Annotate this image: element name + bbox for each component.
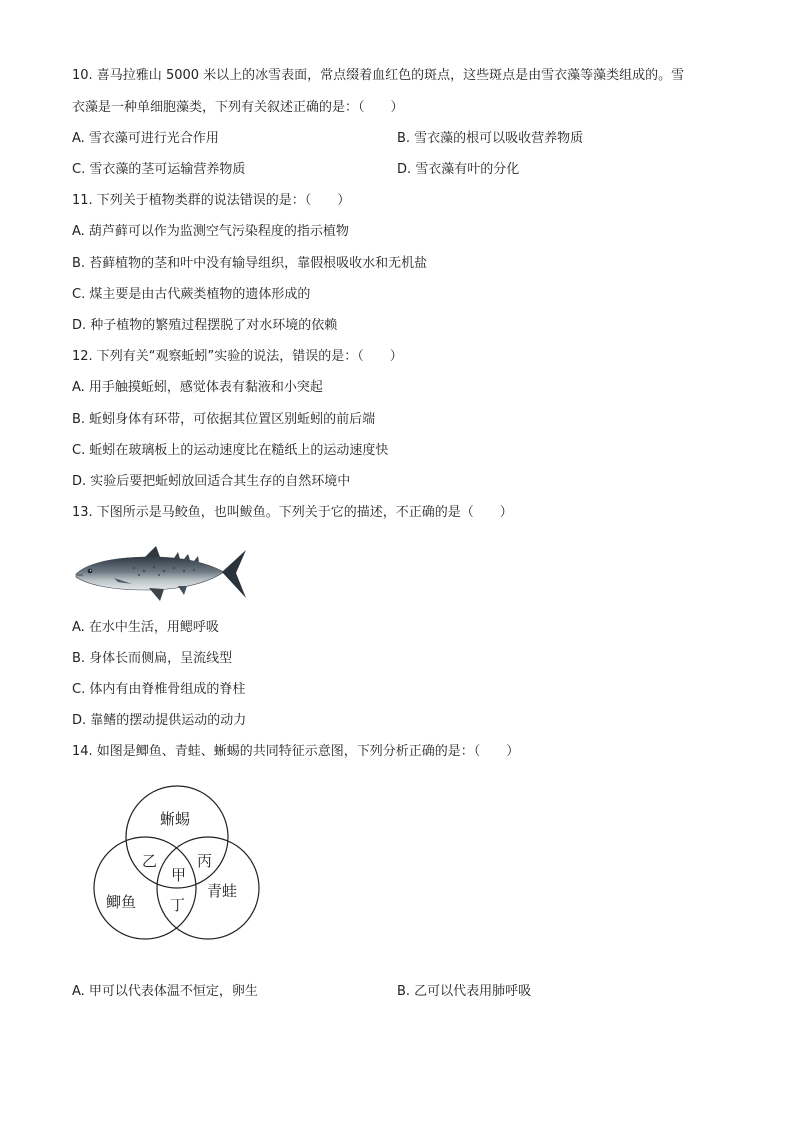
q13-option-c: C. 体内有由脊椎骨组成的脊柱 (72, 682, 246, 697)
q12-option-c: C. 蚯蚓在玻璃板上的运动速度比在糙纸上的运动速度快 (72, 443, 389, 458)
q14-option-b: B. 乙可以代表用肺呼吸 (397, 984, 532, 999)
q10-option-c: C. 雪衣藻的茎可运输营养物质 (72, 162, 246, 177)
venn-label-frog: 青蛙 (207, 882, 238, 900)
q10-option-a: A. 雪衣藻可进行光合作用 (72, 131, 219, 146)
q10-option-d: D. 雪衣藻有叶的分化 (397, 162, 520, 177)
q14-stem: 14. 如图是鲫鱼、青蛙、蜥蜴的共同特征示意图，下列分析正确的是：（ ） (72, 744, 520, 759)
q13-option-d: D. 靠鳍的摆动提供运动的动力 (72, 713, 247, 728)
q12-option-a: A. 用手触摸蚯蚓，感觉体表有黏液和小突起 (72, 380, 323, 395)
q11-stem: 11. 下列关于植物类群的说法错误的是：（ ） (72, 193, 351, 208)
q10-stem-line1: 10. 喜马拉雅山 5000 米以上的冰雪表面，常点缀着血红色的斑点，这些斑点是由雪衣藻等藻类组成的。雪 (72, 68, 685, 83)
q12-stem: 12. 下列有关“观察蚯蚓”实验的说法，错误的是：（ ） (72, 349, 403, 364)
q10-stem-line2: 衣藻是一种单细胞藻类，下列有关叙述正确的是：（ ） (72, 100, 404, 115)
q13-option-a: A. 在水中生活，用鳃呼吸 (72, 620, 219, 635)
q12-option-d: D. 实验后要把蚯蚓放回适合其生存的自然环境中 (72, 474, 351, 489)
q11-option-b: B. 苔藓植物的茎和叶中没有输导组织，靠假根吸收水和无机盐 (72, 256, 428, 271)
q11-option-c: C. 煤主要是由古代蕨类植物的遗体形成的 (72, 287, 311, 302)
venn-label-crucian: 鲫鱼 (106, 893, 137, 911)
q13-stem: 13. 下图所示是马鲛鱼，也叫鲅鱼。下列关于它的描述，不正确的是（ ） (72, 505, 513, 520)
venn-label-lizard: 蜥蜴 (160, 810, 191, 828)
venn-region-yi: 乙 (142, 852, 158, 870)
mackerel-fish-image (74, 544, 248, 604)
venn-region-jia: 甲 (171, 866, 187, 884)
q10-option-b: B. 雪衣藻的根可以吸收营养物质 (397, 131, 584, 146)
q14-option-a: A. 甲可以代表体温不恒定，卵生 (72, 984, 258, 999)
q11-option-d: D. 种子植物的繁殖过程摆脱了对水环境的依赖 (72, 318, 338, 333)
venn-region-ding: 丁 (170, 896, 186, 914)
q11-option-a: A. 葫芦藓可以作为监测空气污染程度的指示植物 (72, 224, 349, 239)
venn-region-bing: 丙 (197, 852, 213, 870)
q13-option-b: B. 身体长而侧扁，呈流线型 (72, 651, 233, 666)
q12-option-b: B. 蚯蚓身体有环带，可依据其位置区别蚯蚓的前后端 (72, 412, 376, 427)
venn-diagram (90, 780, 265, 940)
